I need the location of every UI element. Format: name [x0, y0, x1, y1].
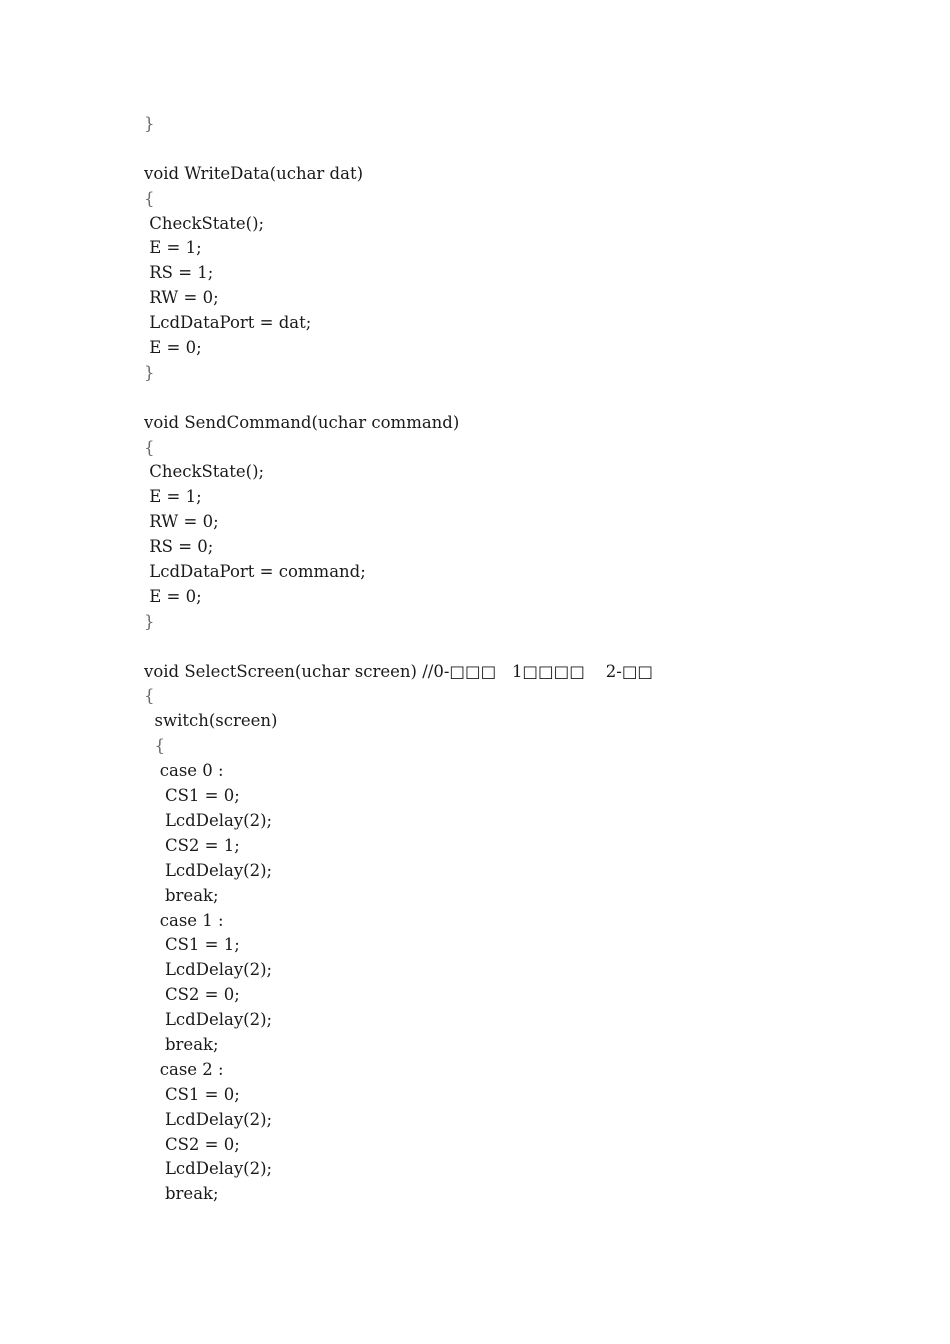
code-line: CS1 = 1; [144, 935, 240, 955]
code-line: RW = 0; [144, 512, 219, 532]
code-line: void WriteData(uchar dat) [144, 163, 364, 183]
code-line: { [144, 736, 165, 756]
code-line: CS1 = 0; [144, 1084, 240, 1104]
code-line [144, 137, 653, 162]
code-line: { [144, 188, 155, 208]
code-line: E = 1; [144, 238, 202, 258]
code-line: switch(screen) [144, 711, 278, 731]
code-line: LcdDataPort = command; [144, 562, 366, 582]
code-line: LcdDelay(2); [144, 1010, 273, 1030]
code-line: break; [144, 1184, 219, 1204]
code-line [144, 386, 653, 411]
code-line: case 2 : [144, 1059, 224, 1079]
code-line: CheckState(); [144, 213, 265, 233]
code-line: } [144, 611, 155, 631]
code-line: void SelectScreen(uchar screen) //0-□□□ 1□□□□ 2-□□ [144, 661, 654, 681]
code-line: LcdDelay(2); [144, 860, 273, 880]
code-line: { [144, 437, 155, 457]
code-line: { [144, 686, 155, 706]
code-line: } [144, 114, 155, 133]
code-line: RS = 1; [144, 263, 214, 283]
code-line: CS2 = 0; [144, 985, 240, 1005]
code-line: break; [144, 1034, 219, 1054]
code-line: case 1 : [144, 910, 224, 930]
code-line: LcdDelay(2); [144, 1109, 273, 1129]
code-listing [144, 112, 653, 1207]
code-line: LcdDelay(2); [144, 960, 273, 980]
code-line: LcdDataPort = dat; [144, 313, 312, 333]
code-line: LcdDelay(2); [144, 810, 273, 830]
code-line: RW = 0; [144, 288, 219, 308]
code-line: break; [144, 885, 219, 905]
code-line: void SendCommand(uchar command) [144, 412, 460, 432]
code-line: E = 0; [144, 338, 202, 358]
code-line: CheckState(); [144, 462, 265, 482]
code-line: CS2 = 0; [144, 1134, 240, 1154]
code-line: E = 0; [144, 586, 202, 606]
code-line [144, 635, 653, 660]
code-line: RS = 0; [144, 537, 214, 557]
code-line: CS1 = 0; [144, 786, 240, 806]
code-line: CS2 = 1; [144, 835, 240, 855]
code-line: LcdDelay(2); [144, 1159, 273, 1179]
code-line: case 0 : [144, 761, 224, 781]
code-line: E = 1; [144, 487, 202, 507]
code-line: } [144, 362, 155, 382]
